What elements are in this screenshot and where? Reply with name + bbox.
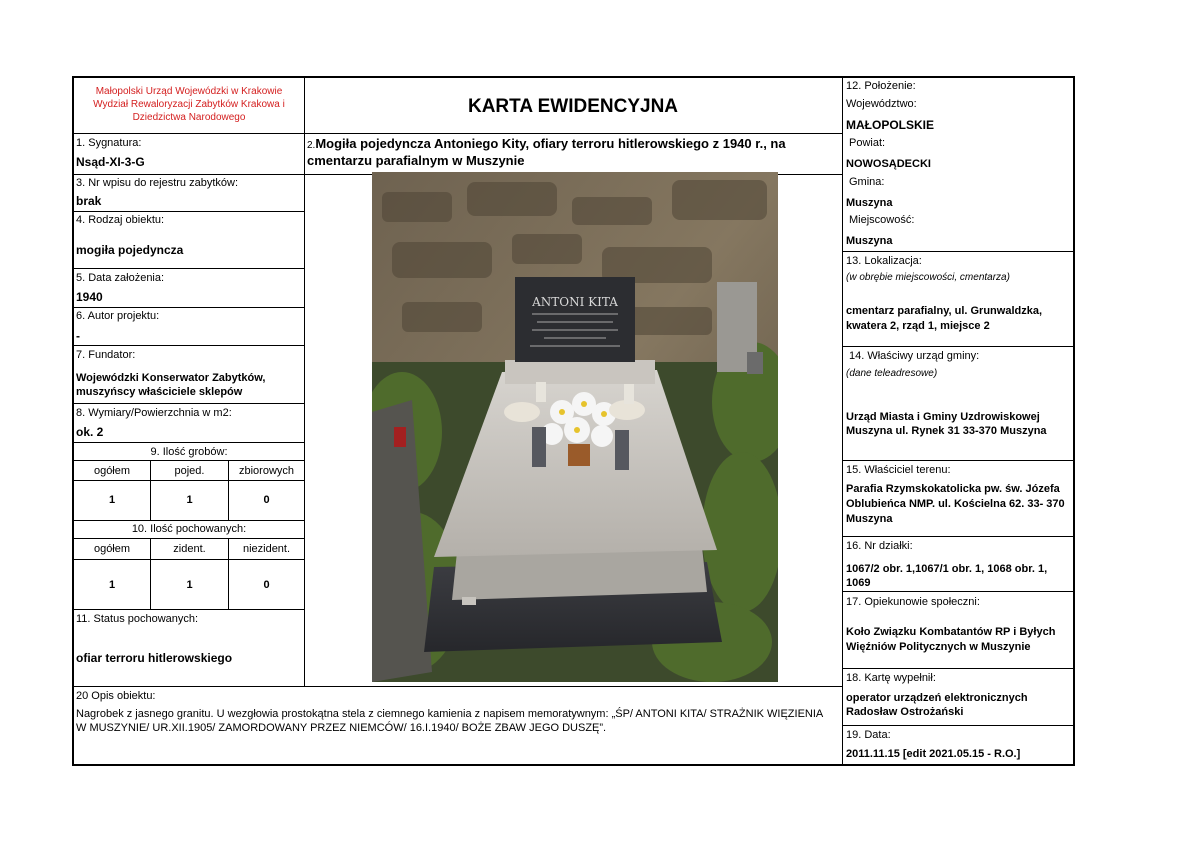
type-value: mogiła pojedyncza <box>76 243 184 257</box>
buried-header: niezident. <box>242 543 291 555</box>
locality-label: Miejscowość: <box>849 214 915 226</box>
object-name-number: 2. <box>307 140 316 151</box>
object-name <box>307 138 786 152</box>
graves-value: 1 <box>108 494 116 506</box>
graves-value: 0 <box>263 494 270 506</box>
founded-label: 5. Data założenia: <box>76 272 165 284</box>
description-text: Nagrobek z jasnego granitu. U wezgłowia prostokątna stela z ciemnego kamienia z napisem memoratywnym: „ŚP/ ANTONI KITA/ STRAŻNIK WIĘZIENIA <box>76 708 824 720</box>
stela-inscription: ANTONI KITA <box>532 295 618 309</box>
founded-value: 1940 <box>76 290 103 304</box>
graves-header: ogółem <box>93 465 131 477</box>
signatura-label: 1. Sygnatura: <box>76 137 142 149</box>
plot-value: 1069 <box>846 577 871 589</box>
voivodeship-label: Województwo: <box>846 98 917 110</box>
county-value: NOWOSĄDECKI <box>846 158 931 170</box>
frame-right <box>1073 76 1075 766</box>
graves-header: pojed. <box>174 465 205 477</box>
localization-value: kwatera 2, rząd 1, miejsce 2 <box>846 320 990 332</box>
founder-value: muszyńscy właściciele sklepów <box>76 386 243 398</box>
office-value: Urząd Miasta i Gminy Uzdrowiskowej <box>846 411 1040 423</box>
commune-label: Gmina: <box>849 176 885 188</box>
plot-label: 16. Nr działki: <box>846 540 913 552</box>
institution-line: Małopolski Urząd Wojewódzki w Krakowie <box>95 86 283 97</box>
frame-bottom <box>72 764 1075 766</box>
description-separator <box>72 686 842 687</box>
graves-label: 9. Ilość grobów: <box>150 446 228 458</box>
location-label: 12. Położenie: <box>846 80 916 92</box>
graves-header: zbiorowych <box>238 465 295 477</box>
buried-header: ogółem <box>93 543 131 555</box>
founder-value: Wojewódzki Konserwator Zabytków, <box>76 372 266 384</box>
size-label: 8. Wymiary/Powierzchnia w m2: <box>76 407 232 419</box>
plot-value: 1067/2 obr. 1,1067/1 obr. 1, 1068 obr. 1, <box>846 563 1048 575</box>
date-value: 2011.11.15 [edit 2021.05.15 - R.O.] <box>846 748 1021 760</box>
filled-value: operator urządzeń elektronicznych <box>846 692 1028 704</box>
buried-value: 1 <box>186 579 193 591</box>
status-value: ofiar terroru hitlerowskiego <box>76 651 233 665</box>
localization-value: cmentarz parafialny, ul. Grunwaldzka, <box>846 305 1043 317</box>
object-name-line: Mogiła pojedyncza Antoniego Kity, ofiary terroru hitlerowskiego z 1940 r., na <box>315 136 786 151</box>
office-value: Muszyna ul. Rynek 31 33-370 Muszyna <box>846 425 1047 437</box>
buried-label: 10. Ilość pochowanych: <box>131 523 247 535</box>
institution-line: Dziedzictwa Narodowego <box>132 112 246 123</box>
buried-value: 0 <box>263 579 270 591</box>
status-label: 11. Status pochowanych: <box>76 613 199 625</box>
filled-label: 18. Kartę wypełnił: <box>846 672 936 684</box>
buried-value: 1 <box>108 579 116 591</box>
owner-value: Oblubieńca NMP. ul. Kościelna 62. 33- 370 <box>846 498 1065 510</box>
signatura-value: Nsąd-XI-3-G <box>76 155 145 169</box>
description-label: 20 Opis obiektu: <box>76 690 156 702</box>
office-hint: (dane teleadresowe) <box>846 368 938 379</box>
date-label: 19. Data: <box>846 729 891 741</box>
author-label: 6. Autor projektu: <box>76 310 160 322</box>
registry-value: brak <box>76 194 102 208</box>
col-right-separator <box>842 78 843 764</box>
grave-photo <box>372 172 778 682</box>
locality-value: Muszyna <box>846 235 893 247</box>
buried-header: zident. <box>173 543 206 555</box>
registry-label: 3. Nr wpisu do rejestru zabytków: <box>76 177 239 189</box>
voivodeship-value: MAŁOPOLSKIE <box>846 118 935 132</box>
owner-value: Muszyna <box>846 513 893 525</box>
title-separator <box>304 133 842 134</box>
owner-value: Parafia Rzymskokatolicka pw. św. Józefa <box>846 483 1060 495</box>
county-label: Powiat: <box>849 137 886 149</box>
author-value: - <box>76 329 80 343</box>
institution-name <box>80 85 298 124</box>
localization-hint: (w obrębie miejscowości, cmentarza) <box>846 272 1010 283</box>
owner-label: 15. Właściciel terenu: <box>846 464 951 476</box>
founder-label: 7. Fundator: <box>76 349 136 361</box>
type-label: 4. Rodzaj obiektu: <box>76 214 165 226</box>
col-left-separator <box>304 78 305 687</box>
guardians-value: Koło Związku Kombatantów RP i Byłych <box>846 626 1056 638</box>
frame-left <box>72 76 74 766</box>
frame-top <box>72 76 1075 78</box>
object-name-line: cmentarzu parafialnym w Muszynie <box>307 153 525 168</box>
filled-value: Radosław Ostrożański <box>846 706 964 718</box>
institution-line: Wydział Rewaloryzacji Zabytków Krakowa i <box>93 99 285 110</box>
card-title: KARTA EWIDENCYJNA <box>467 96 679 117</box>
commune-value: Muszyna <box>846 197 893 209</box>
size-value: ok. 2 <box>76 425 104 439</box>
localization-label: 13. Lokalizacja: <box>846 255 922 267</box>
graves-value: 1 <box>186 494 193 506</box>
grave-photo-illustration <box>372 172 778 682</box>
description-text: W MUSZYNIE/ UR.XII.1905/ ZAMORDOWANY PRZEZ NIEMCÓW/ 16.I.1940/ BOŻE ZBAW JEGO DUSZĘ”. <box>76 722 607 734</box>
guardians-label: 17. Opiekunowie społeczni: <box>846 596 980 608</box>
guardians-value: Więźniów Politycznych w Muszynie <box>846 641 1031 653</box>
office-label: 14. Właściwy urząd gminy: <box>849 350 980 362</box>
